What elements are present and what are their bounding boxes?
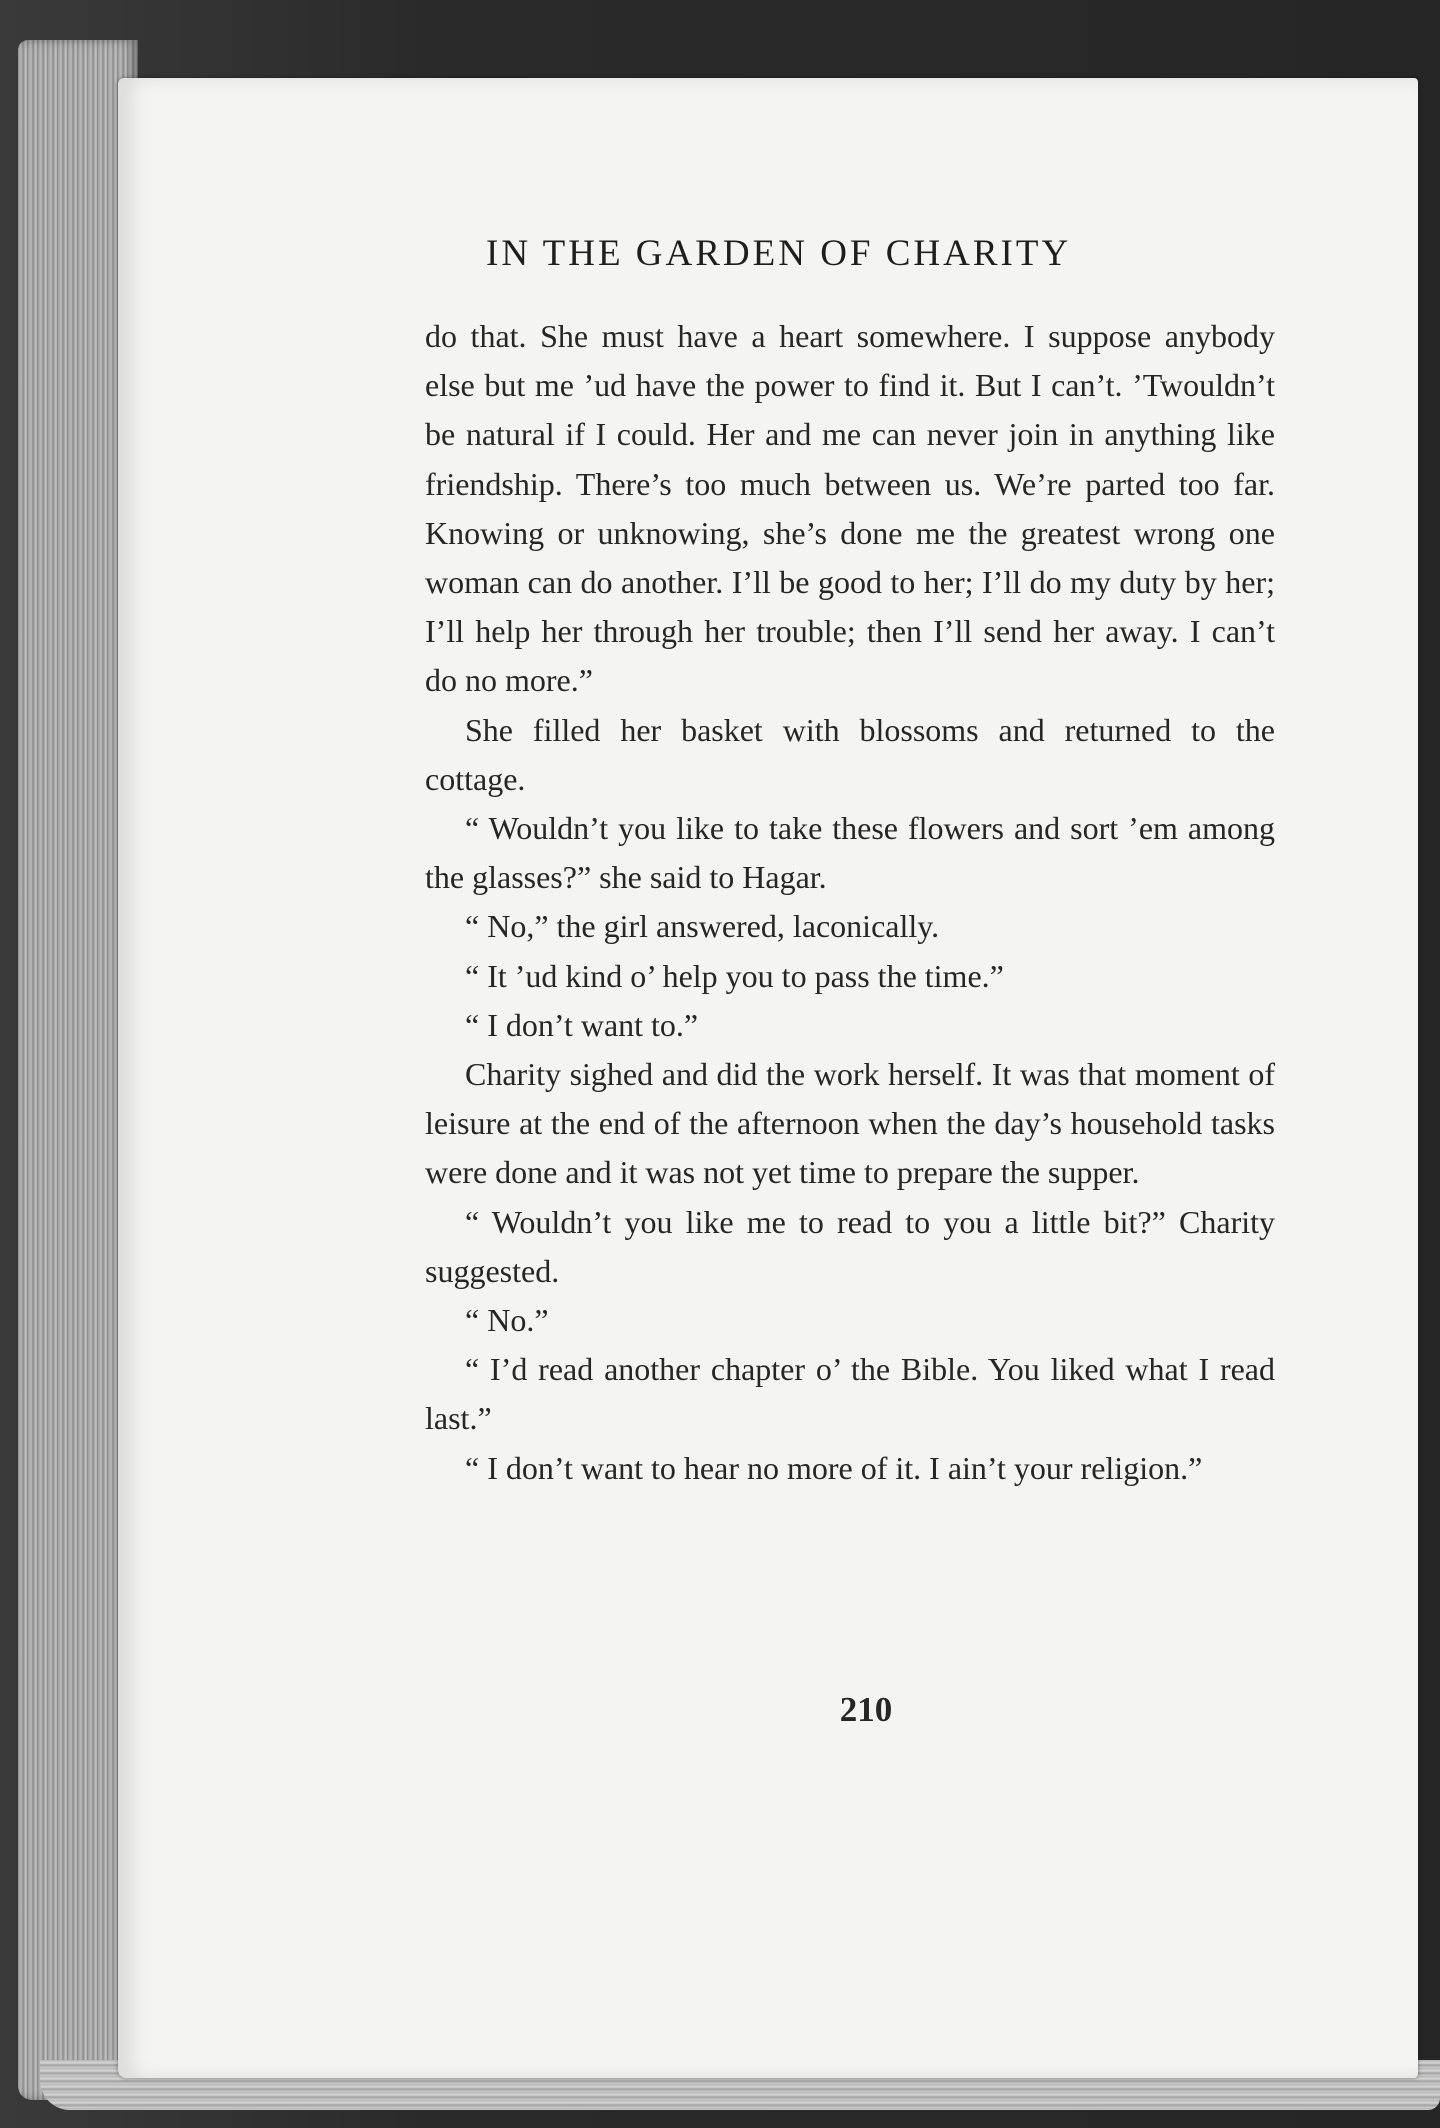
paragraph: Charity sighed and did the work herself. It was that moment of leisure at the end of the afternoon when the day’s household tasks were done and it was not yet time to prepare the supper. (425, 1056, 1275, 1191)
paragraph: “ I’d read another chapter o’ the Bible. You liked what I read last.” (425, 1351, 1275, 1437)
running-head: IN THE GARDEN OF CHARITY (486, 233, 1072, 274)
paragraph: “ It ’ud kind o’ help you to pass the time.” (465, 957, 1004, 994)
paragraph: do that. She must have a heart somewhere. I suppose anybody else but me ’ud have the power to find it. But I can’t. ’Twouldn’t be natural if I could. Her and me can never join in anything like friendship. There’s too much between us. We’re parted too far. Knowing or unknowing, she’s done me the greatest wrong one woman can do another. I’ll be good to her; I’ll do my duty by her; I’ll help her through her trouble; then I’ll send her away. I can’t do no more.” (425, 318, 1275, 699)
paragraph: “ I don’t want to hear no more of it. I ain’t your religion.” (465, 1449, 1203, 1486)
paragraph: She filled her basket with blossoms and returned to the cottage. (425, 711, 1275, 797)
paragraph: “ No,” the girl answered, laconically. (465, 908, 940, 945)
paragraph: “ Wouldn’t you like me to read to you a little bit?” Charity suggested. (425, 1203, 1275, 1289)
page-number: 210 (839, 1690, 893, 1729)
body-text (425, 312, 1275, 1493)
paragraph: “ Wouldn’t you like to take these flowers and sort ’em among the glasses?” she said to Hagar. (425, 810, 1275, 896)
paragraph: “ I don’t want to.” (465, 1006, 699, 1043)
paragraph: “ No.” (465, 1302, 549, 1339)
